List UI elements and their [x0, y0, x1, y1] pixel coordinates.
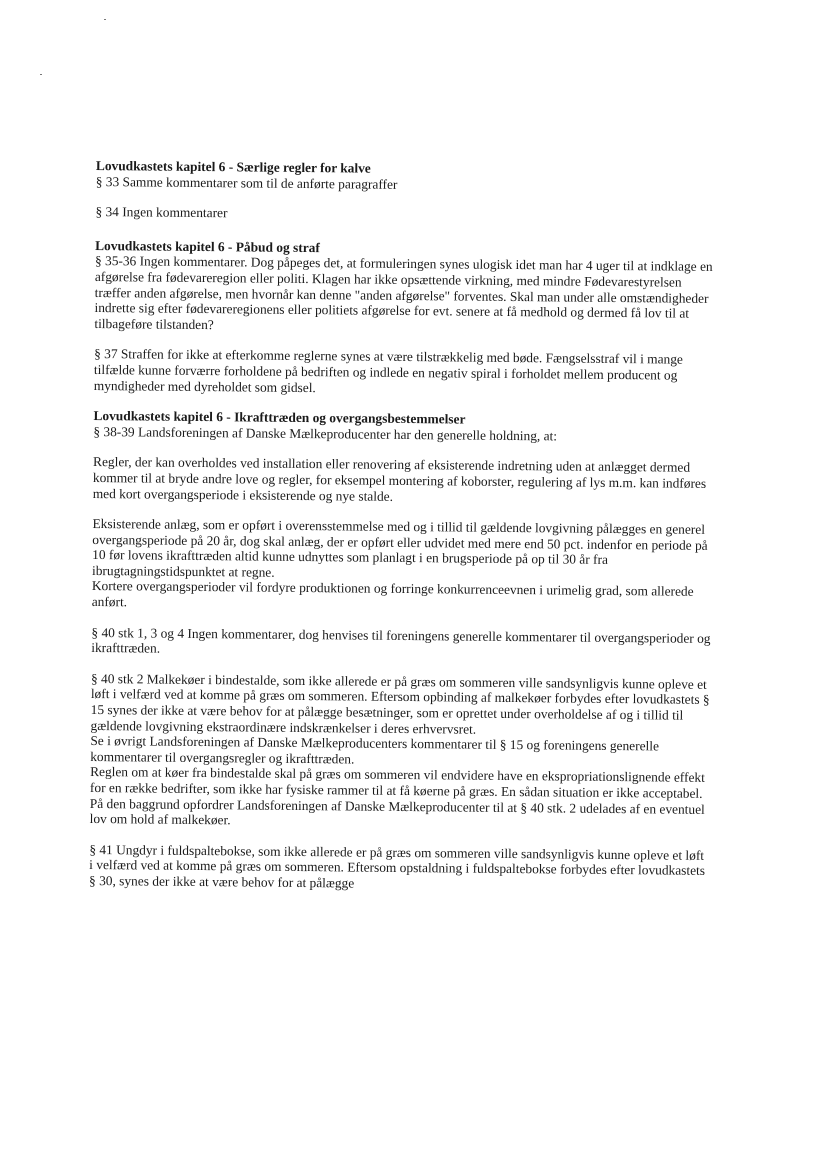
scan-speck	[40, 74, 42, 75]
paragraph: Kortere overgangsperioder vil fordyre produktionen og forringe konkurrenceevnen i urimelig grad, som allerede anført.	[91, 578, 694, 610]
section-heading: Lovudkastets kapitel 6 - Særlige regler for kalve	[95, 158, 371, 176]
paragraph: § 38-39 Landsforeningen af Danske Mælkeproducenter har den generelle holdning, at:	[93, 423, 558, 444]
paragraph: Eksisterende anlæg, som er opført i overensstemmelse med og i tillid til gældende lovgivning pålægges en generel overgangsperiode på 20 år, dog skal anlæg, der er opført eller udvidet med mere end 50 pct. indenfor en periode på 10 før lovens ikrafttræden altid kunne udnyttes som planlagt i en brugsperiode på op til 30 år fra ibrugtagningstidspunktet at regne.	[91, 516, 708, 580]
section-heading: Lovudkastets kapitel 6 - Ikrafttræden og overgangsbestemmelser	[93, 408, 466, 427]
document-page	[89, 158, 716, 894]
paragraph: § 40 stk 2 Malkekøer i bindestalde, som ikke allerede er på græs om sommeren ville sandsynligvis kunne opleve et løft i velfærd ved at komme på græs om sommeren. Eftersom opbinding af malkekøer forbydes efter lovudkastets § 15 synes der ikke at være behov for at pålægge besætninger, som er oprettet under overholdelse af og i tillid til gældende lovgivning ekstraordinære indskrænkelser i deres erhvervsret.	[90, 670, 710, 737]
paragraph: § 35-36 Ingen kommentarer. Dog påpeges det, at formuleringen synes ulogisk idet man har 4 uger til at indklage en afgørelse fra fødevareregion eller politi. Klagen har ikke opsættende virkning, med mindre Fødevarestyrelsen træffer anden afgørelse, men hvornår kan denne "anden afgørelse" forventes. Skal man under alle omstændigheder indrette sig efter fødevareregionens eller politiets afgørelse for evt. senere at få medhold og dermed få lov til at tilbageføre tilstanden?	[94, 253, 713, 332]
paragraph: Regler, der kan overholdes ved installation eller renovering af eksisterende indretning uden at anlægget dermed kommer til at bryde andre love og regler, for eksempel montering af koborster, regulering af lys m.m. kan indføres med kort overgangsperiode i eksisterende og nye stalde.	[92, 454, 707, 504]
paragraph: § 37 Straffen for ikke at efterkomme reglerne synes at være tilstrækkelig med bøde. Fængselsstraf vil i mange tilfælde kunne forværre forholdene på bedriften og indlede en negativ spiral i forholdet mellem producent og myndigheder med dyreholdet som gidsel.	[93, 346, 683, 395]
paragraph: Se i øvrigt Landsforeningen af Danske Mælkeproducenters kommentarer til § 15 og foreningens generelle kommentarer til overgangsregler og ikrafttræden.	[90, 733, 660, 767]
paragraph: § 41 Ungdyr i fuldspaltebokse, som ikke allerede er på græs om sommeren ville sandsynligvis kunne opleve et løft i velfærd ved at komme på græs om sommeren. Eftersom opstaldning i fuldspaltebokse forbydes efter lovudkastets § 30, synes der ikke at være behov for at pålægge	[88, 841, 706, 891]
paragraph: På den baggrund opfordrer Landsforeningen af Danske Mælkeproducenter til at § 40 stk. 2 udelades af en eventuel lov om hold af malkekøer.	[89, 795, 705, 828]
section-heading: Lovudkastets kapitel 6 - Påbud og straf	[95, 237, 320, 255]
scan-speck	[104, 19, 106, 20]
paragraph: § 34 Ingen kommentarer	[95, 204, 228, 221]
paragraph: § 33 Samme kommentarer som til de anførte paragraffer	[95, 173, 398, 192]
paragraph: § 40 stk 1, 3 og 4 Ingen kommentarer, dog henvises til foreningens generelle kommentarer til overgangsperioder og ikrafttræden.	[91, 624, 711, 656]
paragraph: Reglen om at køer fra bindestalde skal på græs om sommeren vil endvidere have en ekspropriationslignende effekt for en række bedrifter, som ikke har fysiske rammer til at få køerne på græs. En sådan situation er ikke acceptabel.	[89, 764, 705, 801]
